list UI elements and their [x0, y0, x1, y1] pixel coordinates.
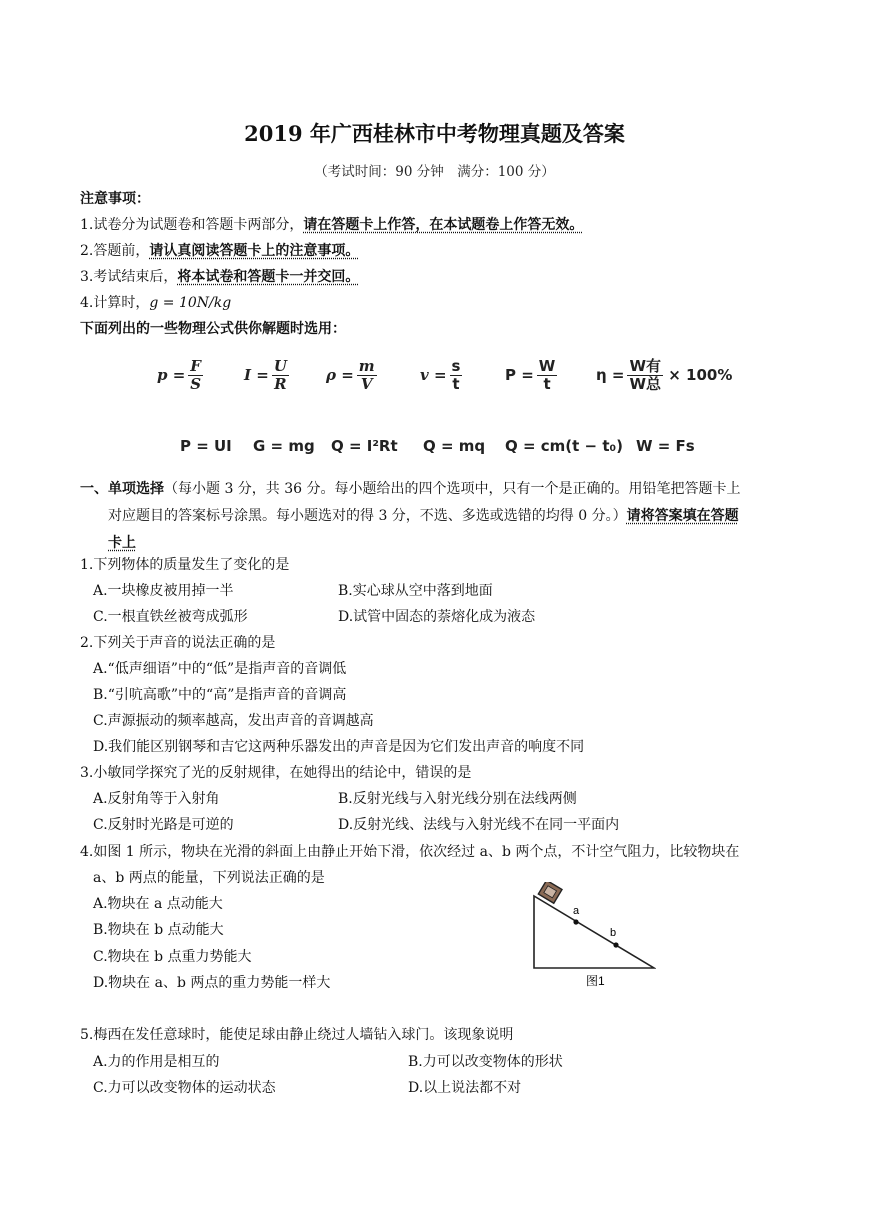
notice-item-1 [80, 216, 583, 234]
section-1-header [80, 480, 741, 498]
incline-triangle [534, 896, 654, 968]
question-3-option-c: C.反射时光路是可逆的 [93, 817, 234, 833]
question-5-option-d: D.以上说法都不对 [408, 1080, 522, 1096]
figure-1-incline [530, 882, 656, 990]
formula-intro: 下面列出的一些物理公式供你解题时选用： [80, 321, 346, 337]
notice-item-2-emphasis: 请认真阅读答题卡上的注意事项。 [149, 243, 360, 259]
formula-density: ρ = $\frac{m}{V}$ [326, 357, 375, 393]
label-b: b [610, 927, 617, 939]
formula-gravity: G = mg [253, 437, 315, 455]
question-4-option-a: A.物块在 a 点动能大 [93, 896, 223, 912]
point-a [573, 919, 578, 924]
question-2-option-d: D.我们能区别钢琴和吉它这两种乐器发出的声音是因为它们发出声音的响度不同 [93, 739, 585, 755]
formula-work: W = Fs [636, 437, 695, 455]
notice-item-3 [80, 268, 359, 286]
question-4-option-d: D.物块在 a、b 两点的重力势能一样大 [93, 975, 331, 991]
exam-info: （考试时间：90 分钟 满分：100 分） [314, 164, 555, 180]
question-1-stem: 1.下列物体的质量发生了变化的是 [80, 557, 290, 573]
section-1-desc-3: 卡上 [108, 535, 136, 551]
question-4-option-b: B.物块在 b 点动能大 [93, 922, 224, 938]
question-3-option-b: B.反射光线与入射光线分别在法线两侧 [338, 791, 577, 807]
question-1-option-d: D.试管中固态的萘熔化成为液态 [338, 609, 536, 625]
question-5-option-c: C.力可以改变物体的运动状态 [93, 1080, 276, 1096]
section-1-desc-2: 对应题目的答案标号涂黑。每小题选对的得 3 分，不选、多选或选错的均得 0 分。）请将答案填在答题 [108, 508, 739, 524]
question-2-stem: 2.下列关于声音的说法正确的是 [80, 635, 276, 651]
figure-caption: 图1 [586, 974, 605, 988]
question-2-option-b: B.“引吭高歌”中的“高”是指声音的音调高 [93, 687, 347, 703]
question-1-option-a: A.一块橡皮被用掉一半 [93, 583, 234, 599]
question-2-option-c: C.声源振动的频率越高，发出声音的音调越高 [93, 713, 374, 729]
question-2-option-a: A.“低声细语”中的“低”是指声音的音调低 [93, 661, 347, 677]
notice-item-4 [80, 294, 231, 312]
question-3-option-a: A.反射角等于入射角 [93, 791, 220, 807]
formula-pressure: p = $\frac{F}{S}$ [157, 357, 202, 393]
notice-item-1-text: 1.试卷分为试题卷和答题卡两部分， [80, 217, 304, 233]
page-title: 2019 年广西桂林市中考物理真题及答案 [244, 121, 625, 146]
label-a: a [573, 905, 580, 917]
question-3-stem: 3.小敏同学探究了光的反射规律，在她得出的结论中，错误的是 [80, 765, 472, 781]
notice-item-3-emphasis: 将本试卷和答题卡一并交回。 [177, 269, 360, 285]
question-5-option-a: A.力的作用是相互的 [93, 1054, 220, 1070]
notice-item-4-value: g = 10N/kg [149, 295, 232, 311]
question-3-option-d: D.反射光线、法线与入射光线不在同一平面内 [338, 817, 620, 833]
notice-heading: 注意事项： [80, 191, 150, 207]
section-1-label: 一、单项选择 [80, 481, 164, 497]
notice-item-3-text: 3.考试结束后， [80, 269, 178, 285]
question-1-option-c: C.一根直铁丝被弯成弧形 [93, 609, 248, 625]
question-4-option-c: C.物块在 b 点重力势能大 [93, 949, 252, 965]
notice-item-4-text: 4.计算时， [80, 295, 150, 311]
formula-power: P = $\frac{W}{t}$ [505, 357, 556, 393]
formula-joule-heat: Q = I²Rt [331, 437, 398, 455]
formula-speed: v = $\frac{s}{t}$ [420, 357, 461, 393]
question-4-stem-2: a、b 两点的能量，下列说法正确的是 [93, 870, 325, 886]
question-1-option-b: B.实心球从空中落到地面 [338, 583, 493, 599]
question-5-option-b: B.力可以改变物体的形状 [408, 1054, 563, 1070]
notice-item-1-emphasis: 请在答题卡上作答，在本试题卷上作答无效。 [303, 217, 584, 233]
formula-current: I = $\frac{U}{R}$ [244, 357, 287, 393]
question-5-stem: 5.梅西在发任意球时，能使足球由静止绕过人墙钻入球门。该现象说明 [80, 1027, 514, 1043]
question-4-stem: 4.如图 1 所示，物块在光滑的斜面上由静止开始下滑，依次经过 a、b 两个点，不计空气阻力，比较物块在 [80, 844, 740, 860]
notice-item-2-text: 2.答题前， [80, 243, 150, 259]
notice-item-2 [80, 242, 359, 260]
formula-electric-power: P = UI [180, 437, 232, 455]
formula-efficiency: η = $\frac{\text{W有}}{\text{W总}}$ × 100% [596, 357, 733, 393]
formula-fuel-heat: Q = mq [423, 437, 486, 455]
point-b [613, 942, 618, 947]
formula-specific-heat: Q = cm(t − t₀) [505, 437, 623, 455]
section-1-desc: （每小题 3 分，共 36 分。每小题给出的四个选项中，只有一个是正确的。用铅笔把答题卡上 [164, 481, 741, 497]
